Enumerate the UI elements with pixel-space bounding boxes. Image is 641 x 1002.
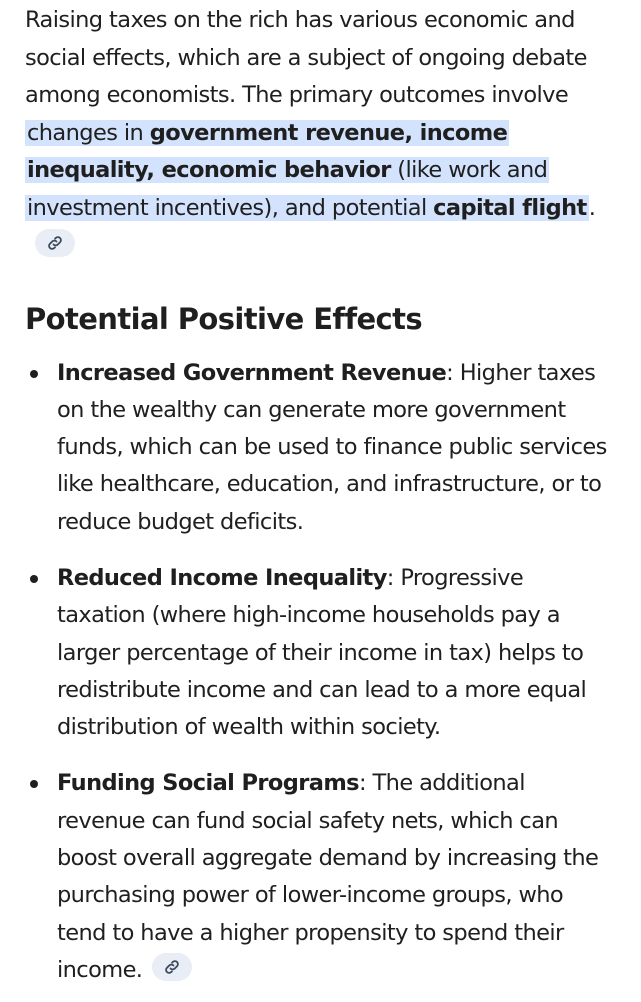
source-link-button[interactable] — [35, 229, 75, 257]
link-icon — [163, 958, 181, 976]
bullet-icon — [30, 780, 38, 788]
effects-list — [25, 355, 617, 990]
response-content — [0, 2, 641, 989]
item-term: Increased Government Revenue — [57, 359, 447, 386]
intro-tail: . — [588, 194, 596, 221]
bullet-icon — [30, 575, 38, 583]
highlight-bold-1: government revenue, income inequality, economic behavior — [27, 119, 508, 183]
item-term: Reduced Income Inequality — [57, 564, 387, 591]
list-item — [25, 765, 617, 989]
list-item — [25, 560, 617, 746]
item-text: : Higher taxes on the wealthy can generate more government funds, which can be used to finance public services like healthcare, education, and infrastructure, or to reduce budget deficits. — [57, 359, 607, 535]
intro-paragraph — [25, 2, 617, 265]
highlight-bold-2: capital flight — [433, 194, 587, 221]
item-text: : The additional revenue can fund social safety nets, which can boost overall aggregate demand by increasing the purchasing power of lower-income groups, who tend to have a higher propensity to spend their income. — [57, 770, 599, 983]
bullet-icon — [30, 370, 38, 378]
highlight-text-1: changes in — [27, 119, 150, 146]
highlight-text-2: (like work and investment incentives), and potential — [27, 157, 548, 221]
item-term: Funding Social Programs — [57, 770, 359, 797]
section-heading: Potential Positive Effects — [25, 301, 423, 336]
link-icon — [46, 234, 64, 252]
highlighted-passage — [25, 120, 589, 221]
source-link-button[interactable] — [152, 953, 192, 981]
list-item — [25, 355, 617, 541]
item-text: : Progressive taxation (where high-income households pay a larger percentage of their income in tax) helps to redistribute income and can lead to a more equal distribution of wealth within society. — [57, 564, 587, 741]
intro-lead: Raising taxes on the rich has various economic and social effects, which are a subject of ongoing debate among economists. The primary outcomes involve — [25, 7, 587, 108]
